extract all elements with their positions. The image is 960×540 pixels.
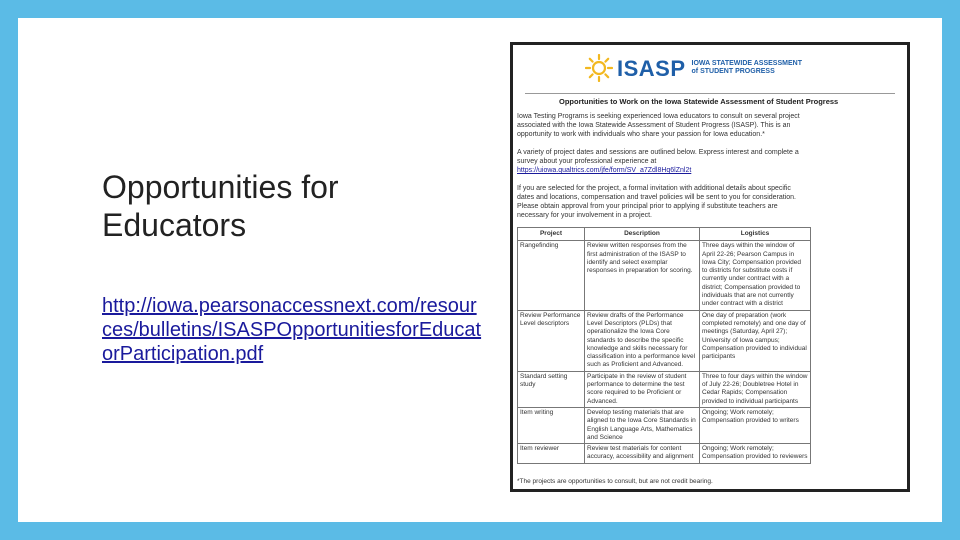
document-image bbox=[510, 42, 910, 492]
table-row bbox=[518, 444, 811, 464]
logistics-cell: One day of preparation (work completed remotely) and one day of meetings (Saturday, April 27); University of Iowa campus; Compensation provided to individual participants bbox=[700, 310, 811, 371]
logistics-cell: Ongoing; Work remotely; Compensation provided to reviewers bbox=[700, 444, 811, 464]
column-header-logistics: Logistics bbox=[700, 228, 811, 241]
project-cell: Item reviewer bbox=[518, 444, 585, 464]
divider bbox=[525, 93, 895, 94]
project-cell: Item writing bbox=[518, 407, 585, 443]
slide-title: Opportunities for Educators bbox=[102, 169, 339, 243]
table-row bbox=[518, 371, 811, 407]
table-header-row bbox=[518, 228, 811, 241]
description-cell: Develop testing materials that are aligned to the Iowa Core Standards in English Language Arts, Mathematics and Science bbox=[585, 407, 700, 443]
document-paragraph bbox=[517, 148, 803, 175]
document-title: Opportunities to Work on the Iowa Statewide Assessment of Student Progress bbox=[559, 97, 839, 106]
logo-text: ISASP bbox=[617, 55, 686, 81]
project-cell: Rangefinding bbox=[518, 241, 585, 310]
logo-subtitle bbox=[692, 60, 802, 76]
document-paragraph: If you are selected for the project, a formal invitation with additional details about specific dates and locations, compensation and travel policies will be sent to you for consideration. Please obtain approval from your principal prior to applying if substitute teachers are necessary for your involvement in a project. bbox=[517, 185, 796, 219]
document-paragraph: Iowa Testing Programs is seeking experienced Iowa educators to consult on several project associated with the Iowa Statewide Assessment of Student Progress (ISASP). This is an opportunity to work with individuals who share your passion for Iowa education.* bbox=[517, 113, 800, 138]
projects-table bbox=[517, 227, 811, 464]
description-cell: Participate in the review of student performance to determine the test score required to be Proficient or Advanced. bbox=[585, 371, 700, 407]
description-cell: Review test materials for content accuracy, accessibility and alignment bbox=[585, 444, 700, 464]
table-row bbox=[518, 310, 811, 371]
logistics-cell: Three days within the window of April 22-26; Pearson Campus in Iowa City; Compensation provided to districts for substitute costs if currently under contract with a district; Compensation provided to individuals that are not currently under contract with a district bbox=[700, 241, 811, 310]
project-cell: Standard setting study bbox=[518, 371, 585, 407]
description-cell: Review drafts of the Performance Level Descriptors (PLDs) that operationalize the Iowa Core standards to describe the specific knowledge and skills necessary for classification into a performance level such as Proficient and Advanced. bbox=[585, 310, 700, 371]
logo-subtitle-line1: IOWA STATEWIDE ASSESSMENT bbox=[691, 60, 802, 67]
logistics-cell: Three to four days within the window of July 22-26; Doubletree Hotel in Cedar Rapids; Compensation provided to individual participants bbox=[700, 371, 811, 407]
document-header bbox=[585, 51, 802, 85]
sun-logo-icon bbox=[585, 54, 613, 82]
column-header-description: Description bbox=[585, 228, 700, 241]
paragraph-text: A variety of project dates and sessions are outlined below. Express interest and complete a survey about your professional experience at bbox=[517, 149, 799, 165]
logistics-cell: Ongoing; Work remotely; Compensation provided to writers bbox=[700, 407, 811, 443]
document-link[interactable]: http://iowa.pearsonaccessnext.com/resources/bulletins/ISASPOpportunitiesforEducatorParticipation.pdf bbox=[102, 295, 482, 365]
document-footnote: *The projects are opportunities to consult, but are not credit bearing. bbox=[517, 478, 713, 485]
description-cell: Review written responses from the first administration of the ISASP to identify and select exemplar responses in preparation for scoring. bbox=[585, 241, 700, 310]
slide bbox=[18, 18, 942, 522]
survey-link[interactable]: https://uiowa.qualtrics.com/jfe/form/SV_a7Zdl8Hq6lZnl2t bbox=[517, 167, 692, 174]
table-row bbox=[518, 407, 811, 443]
column-header-project: Project bbox=[518, 228, 585, 241]
logo-subtitle-line2: of STUDENT PROGRESS bbox=[691, 68, 775, 75]
project-cell: Review Performance Level descriptors bbox=[518, 310, 585, 371]
table-row bbox=[518, 241, 811, 310]
